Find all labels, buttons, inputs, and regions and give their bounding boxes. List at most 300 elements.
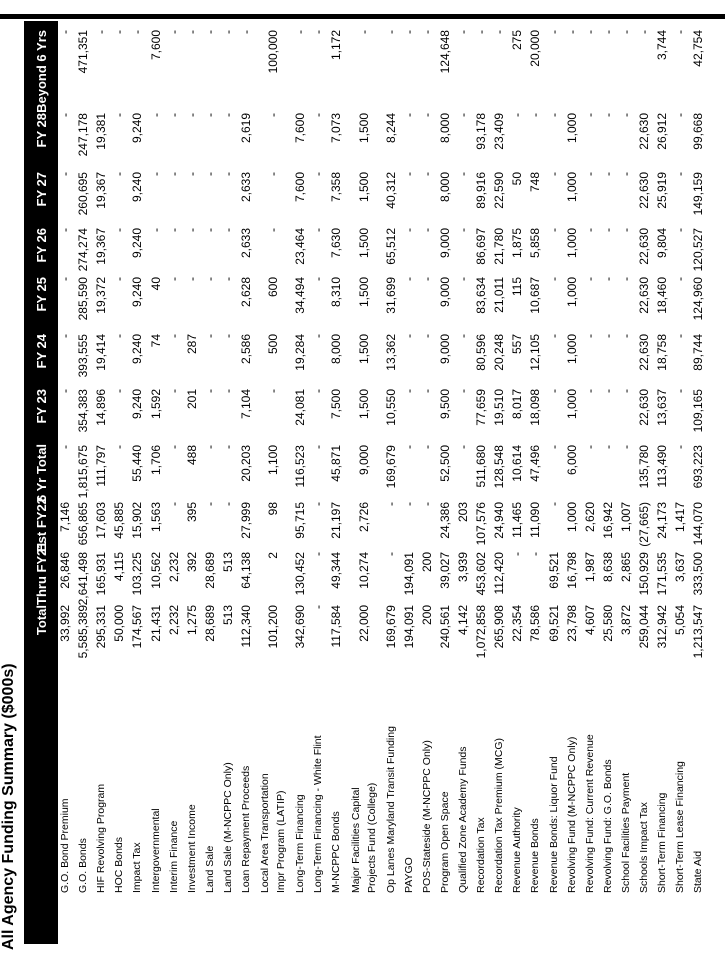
cell-6-yr-total: 128,548 xyxy=(492,445,507,489)
cell-est-fy22: 27,999 xyxy=(238,502,253,539)
cell-beyond-6-yrs: 42,754 xyxy=(691,30,706,67)
cell-fy-25: 8,310 xyxy=(329,277,344,308)
cell-thru-fy21: 150,929 xyxy=(637,552,652,596)
cell-fy-26: - xyxy=(419,228,434,232)
cell-thru-fy21: 16,798 xyxy=(564,552,579,589)
cell-fy-26: - xyxy=(58,228,73,232)
cell-fy-25: 600 xyxy=(266,277,281,298)
cell-fy-24: 287 xyxy=(184,334,199,355)
cell-total: 174,567 xyxy=(130,605,145,649)
cell-beyond-6-yrs: - xyxy=(546,30,561,34)
cell-thru-fy21: 2 xyxy=(266,552,281,559)
cell-fy-28: 8,000 xyxy=(438,113,453,144)
cell-total: 4,607 xyxy=(582,605,597,636)
cell-fy-28: - xyxy=(618,113,633,117)
cell-fy-25: 115 xyxy=(510,277,525,297)
cell-beyond-6-yrs: - xyxy=(112,30,127,34)
cell-fy-25: - xyxy=(220,277,235,281)
cell-fy-28: - xyxy=(401,113,416,117)
cell-thru-fy21: - xyxy=(311,552,326,556)
cell-est-fy22: - xyxy=(546,502,561,506)
cell-fy-26: - xyxy=(673,228,688,232)
row-label: M-NCPPC Bonds xyxy=(330,811,343,893)
cell-est-fy22: 45,885 xyxy=(112,502,127,539)
cell-thru-fy21: 130,452 xyxy=(293,552,308,596)
cell-thru-fy21: 3,939 xyxy=(456,552,471,583)
cell-fy-27: - xyxy=(401,172,416,176)
cell-fy-27: 149,159 xyxy=(691,172,706,216)
cell-fy-27: - xyxy=(419,172,434,176)
cell-fy-28: - xyxy=(266,113,281,117)
cell-fy-23: 77,659 xyxy=(474,389,489,426)
cell-fy-25: 21,011 xyxy=(492,277,507,313)
cell-thru-fy21: 194,091 xyxy=(401,552,416,596)
cell-fy-28: - xyxy=(112,113,127,117)
cell-fy-28: - xyxy=(202,113,217,117)
table-row xyxy=(526,21,544,954)
cell-fy-25: - xyxy=(311,277,326,281)
cell-est-fy22: 395 xyxy=(184,502,199,523)
cell-est-fy22: 144,070 xyxy=(691,502,706,546)
cell-fy-28: - xyxy=(220,113,235,117)
cell-beyond-6-yrs: - xyxy=(166,30,181,34)
cell-fy-28: 7,073 xyxy=(329,113,344,144)
cell-fy-28: 247,178 xyxy=(76,113,91,157)
cell-fy-23: 13,637 xyxy=(655,389,670,426)
cell-total: 22,000 xyxy=(356,605,371,642)
cell-thru-fy21: 333,500 xyxy=(691,552,706,596)
cell-fy-28: 23,409 xyxy=(492,113,507,150)
cell-fy-26: 9,804 xyxy=(655,228,670,259)
cell-6-yr-total: 1,815,675 xyxy=(76,445,91,499)
cell-fy-27: - xyxy=(456,172,471,176)
cell-6-yr-total: - xyxy=(166,445,181,449)
table-row xyxy=(635,21,653,954)
row-label: Program Open Space xyxy=(439,791,452,893)
row-label: Recordation Tax xyxy=(475,817,488,893)
cell-total: 4,142 xyxy=(456,605,471,636)
cell-fy-26: - xyxy=(166,228,181,232)
cell-fy-28: 1,500 xyxy=(356,113,371,144)
cell-total: 295,331 xyxy=(94,605,109,649)
cell-total: - xyxy=(311,605,326,609)
row-label: Revenue Authority xyxy=(511,807,524,893)
table-row xyxy=(92,21,110,954)
cell-beyond-6-yrs: - xyxy=(130,30,145,34)
cell-6-yr-total: 488 xyxy=(184,445,199,466)
col-header-thru-fy21: Thru FY21 xyxy=(33,541,49,605)
cell-fy-25: 1,500 xyxy=(356,277,371,308)
table-row xyxy=(74,21,92,954)
cell-fy-25: 22,630 xyxy=(637,277,652,314)
cell-thru-fy21: 200 xyxy=(419,552,434,573)
cell-6-yr-total: 111,797 xyxy=(94,445,109,487)
cell-beyond-6-yrs: - xyxy=(293,30,308,34)
table-row xyxy=(454,21,472,954)
cell-fy-26: - xyxy=(184,228,199,232)
cell-beyond-6-yrs: - xyxy=(637,30,652,34)
cell-fy-26: - xyxy=(220,228,235,232)
cell-fy-25: - xyxy=(618,277,633,281)
cell-total: 2,232 xyxy=(166,605,181,636)
cell-fy-25: 1,000 xyxy=(564,277,579,308)
row-label: Schools Impact Tax xyxy=(638,802,651,893)
cell-fy-25: 34,494 xyxy=(293,277,308,314)
cell-6-yr-total: - xyxy=(456,445,471,449)
cell-fy-27: - xyxy=(582,172,597,176)
cell-thru-fy21: - xyxy=(528,552,543,556)
cell-thru-fy21: 1,987 xyxy=(582,552,597,583)
col-header-est-fy22: Est FY22 xyxy=(33,497,49,552)
cell-fy-27: 1,000 xyxy=(564,172,579,203)
cell-fy-23: 14,896 xyxy=(94,389,109,426)
cell-total: 259,044 xyxy=(637,605,652,649)
cell-6-yr-total: 6,000 xyxy=(564,445,579,476)
table-row xyxy=(581,21,599,954)
cell-fy-24: 19,284 xyxy=(293,334,308,371)
cell-total: 5,054 xyxy=(673,605,688,636)
cell-beyond-6-yrs: - xyxy=(673,30,688,34)
cell-6-yr-total: 113,490 xyxy=(655,445,670,488)
cell-thru-fy21: 112,420 xyxy=(492,552,507,595)
cell-est-fy22: 7,146 xyxy=(58,502,73,533)
row-label: Impact Tax xyxy=(131,842,144,893)
cell-beyond-6-yrs: 20,000 xyxy=(528,30,543,67)
cell-fy-23: - xyxy=(58,389,73,393)
cell-fy-25: 9,000 xyxy=(438,277,453,308)
cell-beyond-6-yrs: - xyxy=(582,30,597,34)
cell-fy-23: 354,383 xyxy=(76,389,91,433)
cell-fy-27: - xyxy=(184,172,199,176)
table-row xyxy=(400,21,418,954)
cell-fy-27: - xyxy=(112,172,127,176)
cell-6-yr-total: 169,679 xyxy=(383,445,398,489)
cell-fy-23: 24,081 xyxy=(293,389,308,426)
cell-fy-26: 86,697 xyxy=(474,228,489,265)
cell-fy-27: - xyxy=(673,172,688,176)
cell-fy-28: 26,912 xyxy=(655,113,670,150)
col-header-fy28: FY 28 xyxy=(33,113,49,148)
cell-fy-28: - xyxy=(528,113,543,117)
row-label: Loan Repayment Proceeds xyxy=(239,765,252,893)
cell-fy-24: 557 xyxy=(510,334,525,355)
cell-fy-23: 8,017 xyxy=(510,389,525,420)
cell-est-fy22: 1,000 xyxy=(564,502,579,533)
cell-fy-28: - xyxy=(184,113,199,117)
cell-est-fy22: 107,576 xyxy=(474,502,489,546)
row-label: Revolving Fund: G.O. Bonds xyxy=(601,759,614,893)
cell-fy-28: 19,381 xyxy=(94,113,109,150)
cell-beyond-6-yrs: 275 xyxy=(510,30,525,51)
cell-beyond-6-yrs: - xyxy=(184,30,199,34)
cell-fy-26: 22,630 xyxy=(637,228,652,265)
table-row xyxy=(599,21,617,954)
cell-fy-26: 9,000 xyxy=(438,228,453,259)
cell-fy-23: 1,592 xyxy=(148,389,163,420)
cell-total: 3,872 xyxy=(618,605,633,636)
row-label: Recordation Tax Premium (MCG) xyxy=(493,737,506,893)
row-label: Local Area Transportation Impr Program (LATIP) xyxy=(259,773,288,893)
cell-fy-28: - xyxy=(166,113,181,117)
cell-6-yr-total: 10,614 xyxy=(510,445,525,482)
cell-beyond-6-yrs: - xyxy=(600,30,615,34)
cell-fy-26: 7,630 xyxy=(329,228,344,259)
cell-fy-28: - xyxy=(510,113,525,117)
cell-total: 240,561 xyxy=(438,605,453,649)
cell-total: 513 xyxy=(220,605,235,626)
row-label: Interim Finance xyxy=(167,820,180,893)
cell-fy-26: - xyxy=(112,228,127,232)
cell-thru-fy21: - xyxy=(383,552,398,556)
cell-fy-23: 201 xyxy=(184,389,199,410)
cell-fy-25: - xyxy=(401,277,416,281)
cell-fy-28: 22,630 xyxy=(637,113,652,150)
cell-fy-25: - xyxy=(600,277,615,281)
cell-est-fy22: 16,942 xyxy=(600,502,615,539)
cell-fy-25: - xyxy=(202,277,217,281)
cell-fy-27: - xyxy=(618,172,633,176)
cell-fy-23: - xyxy=(166,389,181,393)
cell-6-yr-total: - xyxy=(220,445,235,449)
cell-total: 1,072,858 xyxy=(474,605,489,659)
cell-thru-fy21: 453,602 xyxy=(474,552,489,596)
cell-fy-23: - xyxy=(456,389,471,393)
cell-fy-26: 274,274 xyxy=(76,228,91,272)
cell-est-fy22: 24,173 xyxy=(655,502,670,539)
cell-total: 200 xyxy=(419,605,434,626)
cell-fy-28: - xyxy=(673,113,688,117)
cell-fy-24: 20,248 xyxy=(492,334,507,371)
cell-6-yr-total: 693,223 xyxy=(691,445,706,489)
cell-est-fy22: 98 xyxy=(266,502,281,516)
cell-fy-25: 124,960 xyxy=(691,277,706,321)
cell-fy-24: - xyxy=(112,334,127,338)
table-row xyxy=(490,21,508,954)
cell-fy-28: 2,619 xyxy=(238,113,253,144)
table-row xyxy=(671,21,689,954)
cell-beyond-6-yrs: - xyxy=(383,30,398,34)
cell-beyond-6-yrs: - xyxy=(311,30,326,34)
cell-thru-fy21: 64,138 xyxy=(238,552,253,589)
cell-fy-24: 393,555 xyxy=(76,334,91,378)
table-row xyxy=(291,21,309,954)
cell-fy-24: 8,000 xyxy=(329,334,344,365)
cell-total: 28,689 xyxy=(202,605,217,642)
cell-thru-fy21: 69,521 xyxy=(546,552,561,589)
cell-fy-28: - xyxy=(600,113,615,117)
cell-fy-27: 22,630 xyxy=(637,172,652,209)
cell-est-fy22: 2,620 xyxy=(582,502,597,533)
cell-est-fy22: - xyxy=(419,502,434,506)
row-label: Short-Term Financing xyxy=(656,792,669,893)
cell-est-fy22: 95,715 xyxy=(293,502,308,539)
cell-fy-23: 9,240 xyxy=(130,389,145,420)
cell-6-yr-total: - xyxy=(546,445,561,449)
col-header-fy23: FY 23 xyxy=(33,389,49,424)
cell-fy-24: 18,758 xyxy=(655,334,670,371)
cell-est-fy22: - xyxy=(220,502,235,506)
cell-thru-fy21: 171,535 xyxy=(655,552,670,596)
cell-fy-24: 9,240 xyxy=(130,334,145,365)
cell-fy-25: 285,590 xyxy=(76,277,91,321)
cell-fy-24: 74 xyxy=(148,334,163,348)
cell-fy-24: - xyxy=(220,334,235,338)
row-label: PAYGO xyxy=(402,857,415,893)
cell-est-fy22: - xyxy=(401,502,416,506)
cell-fy-26: 9,240 xyxy=(130,228,145,259)
cell-thru-fy21: 49,344 xyxy=(329,552,344,589)
cell-beyond-6-yrs: 1,172 xyxy=(329,30,344,61)
row-label: G.O. Bond Premium xyxy=(59,798,72,893)
cell-fy-23: - xyxy=(600,389,615,393)
cell-fy-23: - xyxy=(311,389,326,393)
cell-fy-23: 18,098 xyxy=(528,389,543,426)
cell-beyond-6-yrs: - xyxy=(618,30,633,34)
cell-fy-24: 13,362 xyxy=(383,334,398,371)
table-row xyxy=(128,21,146,954)
cell-total: 78,586 xyxy=(528,605,543,642)
cell-fy-28: 93,178 xyxy=(474,113,489,150)
cell-6-yr-total: - xyxy=(311,445,326,449)
cell-est-fy22: 1,417 xyxy=(673,502,688,533)
cell-fy-25: 10,687 xyxy=(528,277,543,314)
cell-beyond-6-yrs: - xyxy=(220,30,235,34)
cell-fy-27: 50 xyxy=(510,172,525,186)
cell-6-yr-total: - xyxy=(618,445,633,449)
col-header-fy26: FY 26 xyxy=(33,228,49,263)
cell-fy-27: 2,633 xyxy=(238,172,253,203)
row-label: Revenue Bonds: Liquor Fund xyxy=(547,756,560,893)
cell-fy-25: - xyxy=(456,277,471,281)
cell-6-yr-total: 1,706 xyxy=(148,445,163,476)
cell-fy-26: - xyxy=(546,228,561,232)
cell-fy-25: 2,628 xyxy=(238,277,253,308)
cell-total: 169,679 xyxy=(383,605,398,649)
cell-total: 21,431 xyxy=(148,605,163,642)
cell-fy-26: - xyxy=(600,228,615,232)
cell-fy-25: - xyxy=(112,277,127,281)
row-label: Revolving Fund (M-NCPPC Only) xyxy=(565,736,578,893)
cell-fy-26: - xyxy=(311,228,326,232)
cell-fy-23: 10,550 xyxy=(383,389,398,426)
table-row xyxy=(436,21,454,954)
cell-fy-27: 748 xyxy=(528,172,543,193)
cell-fy-27: - xyxy=(311,172,326,176)
cell-beyond-6-yrs: - xyxy=(401,30,416,34)
cell-fy-27: 7,600 xyxy=(293,172,308,203)
table-row xyxy=(146,21,164,954)
row-label: Investment Income xyxy=(185,804,198,893)
cell-fy-27: - xyxy=(546,172,561,176)
cell-fy-23: 1,000 xyxy=(564,389,579,420)
col-header-beyond-6yrs: Beyond 6 Yrs xyxy=(33,30,49,113)
cell-6-yr-total: 45,871 xyxy=(329,445,344,482)
cell-thru-fy21: 26,846 xyxy=(58,552,73,589)
cell-fy-23: - xyxy=(401,389,416,393)
cell-thru-fy21: 8,638 xyxy=(600,552,615,583)
row-label: State Aid xyxy=(692,850,705,893)
cell-total: 69,521 xyxy=(546,605,561,642)
table-row xyxy=(346,21,382,954)
cell-fy-23: - xyxy=(112,389,127,393)
cell-beyond-6-yrs: - xyxy=(419,30,434,34)
cell-total: 5,585,389 xyxy=(76,605,91,659)
cell-beyond-6-yrs: 7,600 xyxy=(148,30,163,61)
cell-6-yr-total: - xyxy=(600,445,615,449)
cell-fy-23: - xyxy=(582,389,597,393)
cell-total: 33,992 xyxy=(58,605,73,642)
cell-thru-fy21: - xyxy=(510,552,525,556)
cell-thru-fy21: 39,027 xyxy=(438,552,453,589)
cell-fy-27: 25,919 xyxy=(655,172,670,209)
table-row xyxy=(418,21,436,954)
cell-fy-27: 40,312 xyxy=(383,172,398,209)
cell-thru-fy21: 513 xyxy=(220,552,235,573)
cell-fy-23: - xyxy=(618,389,633,393)
cell-fy-26: - xyxy=(401,228,416,232)
cell-6-yr-total: 1,100 xyxy=(266,445,281,476)
cell-total: 101,200 xyxy=(266,605,281,649)
cell-total: 312,942 xyxy=(655,605,670,649)
cell-thru-fy21: 103,225 xyxy=(130,552,145,596)
cell-fy-28: 7,600 xyxy=(293,113,308,144)
cell-beyond-6-yrs: 100,000 xyxy=(266,30,281,74)
row-label: G.O. Bonds xyxy=(77,838,90,893)
table-row xyxy=(689,21,707,954)
cell-est-fy22: 203 xyxy=(456,502,471,523)
cell-thru-fy21: 10,274 xyxy=(356,552,371,589)
cell-beyond-6-yrs: - xyxy=(474,30,489,34)
cell-fy-24: - xyxy=(582,334,597,338)
table-row xyxy=(327,21,345,954)
cell-fy-23: - xyxy=(266,389,281,393)
cell-6-yr-total: 20,203 xyxy=(238,445,253,482)
cell-fy-24: - xyxy=(419,334,434,338)
cell-est-fy22: 1,007 xyxy=(618,502,633,533)
table-header-row xyxy=(24,21,58,944)
cell-thru-fy21: 3,637 xyxy=(673,552,688,583)
cell-fy-27: - xyxy=(266,172,281,176)
cell-fy-26: 1,500 xyxy=(356,228,371,259)
cell-fy-28: - xyxy=(419,113,434,117)
cell-fy-26: 5,858 xyxy=(528,228,543,259)
row-label: Revenue Bonds xyxy=(529,818,542,893)
cell-fy-24: 80,596 xyxy=(474,334,489,371)
cell-6-yr-total: - xyxy=(673,445,688,449)
cell-beyond-6-yrs: 3,744 xyxy=(655,30,670,61)
cell-total: 1,213,547 xyxy=(691,605,706,659)
cell-beyond-6-yrs: 124,648 xyxy=(438,30,453,74)
row-label: School Facilities Payment xyxy=(619,772,632,893)
table-row xyxy=(237,21,255,954)
row-label: Short-Term Lease Financing xyxy=(674,761,687,893)
cell-fy-24: 1,500 xyxy=(356,334,371,365)
cell-fy-26: 2,633 xyxy=(238,228,253,259)
cell-6-yr-total: - xyxy=(202,445,217,449)
cell-beyond-6-yrs: - xyxy=(94,30,109,34)
cell-total: 1,275 xyxy=(184,605,199,636)
table-row xyxy=(309,21,327,954)
cell-beyond-6-yrs: - xyxy=(238,30,253,34)
cell-fy-24: - xyxy=(202,334,217,338)
cell-fy-27: - xyxy=(202,172,217,176)
cell-fy-24: - xyxy=(673,334,688,338)
cell-6-yr-total: 55,440 xyxy=(130,445,145,482)
cell-est-fy22: 15,902 xyxy=(130,502,145,539)
col-header-fy27: FY 27 xyxy=(33,172,49,207)
col-header-6yr-total: 6 Yr Total xyxy=(33,443,49,502)
cell-fy-24: - xyxy=(456,334,471,338)
